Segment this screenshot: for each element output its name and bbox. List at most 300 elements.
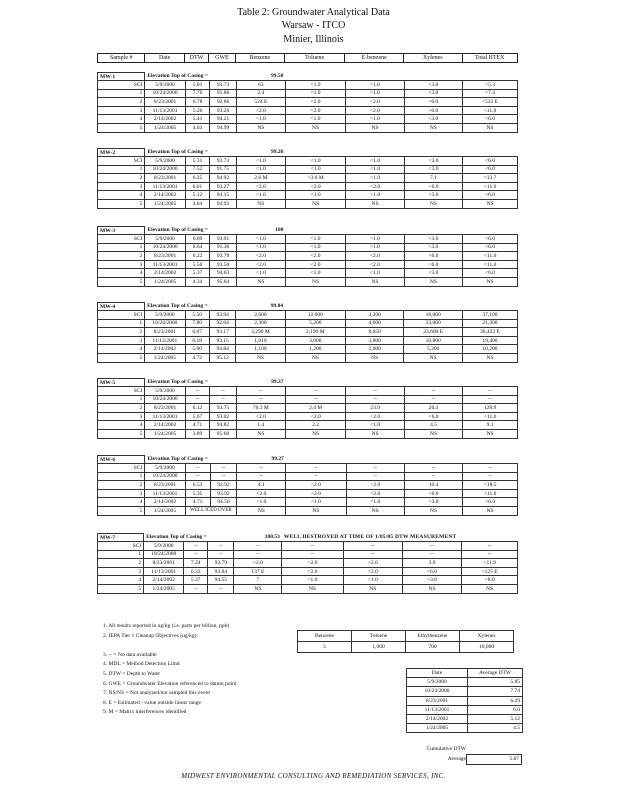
table-cell: 8.64	[185, 243, 209, 252]
table-cell: <1.0	[237, 498, 286, 507]
table-cell: <1.0	[346, 89, 404, 98]
table-cell: NS	[346, 123, 404, 132]
table-cell: NS	[236, 353, 285, 362]
table-cell: 10/24/2000	[145, 472, 185, 481]
avg-date: 2/14/2002	[407, 714, 468, 723]
table-cell: <2.0	[285, 252, 345, 261]
table-row	[98, 157, 518, 166]
table-cell: <3.0	[404, 191, 462, 200]
table-cell: 4	[98, 269, 145, 278]
table-row	[98, 252, 518, 261]
table-cell: 8/23/2001	[144, 559, 184, 568]
table-cell: 10/24/2000	[145, 165, 185, 174]
table-row	[98, 472, 518, 481]
table-row	[98, 404, 518, 413]
table-cell: 5	[98, 584, 144, 593]
avg-value: 5.85	[468, 678, 523, 687]
table-cell: 10,800	[404, 336, 463, 345]
table-cell: 11/13/2001	[145, 260, 185, 269]
table-cell: <1.0	[346, 498, 404, 507]
elevation-value: 99.84	[236, 303, 285, 311]
note-4: 4. MDL = Method Detection Limit	[103, 661, 180, 668]
well-name: MW-2	[98, 149, 145, 157]
table-cell: 1	[98, 243, 145, 252]
table-cell: --	[402, 550, 461, 559]
table-cell: 4.64	[185, 199, 209, 208]
table-row	[98, 235, 518, 244]
table-cell: 94.55	[208, 576, 234, 585]
table-cell: NS	[282, 584, 343, 593]
elevation-label: Elevation Top of Casing =	[145, 149, 236, 157]
table-cell: NS	[404, 277, 462, 286]
table-cell: 5.31	[185, 157, 209, 166]
table-cell: 5,200	[285, 319, 345, 328]
table-cell: <2.0	[346, 412, 404, 421]
table-cell: 94.93	[210, 199, 237, 208]
table-cell: 8/23/2001	[145, 98, 185, 107]
table-cell: <6.0	[462, 115, 517, 124]
elevation-value: 100.53	[234, 534, 282, 542]
note-6: 6. GWE = Groundwater Elevation referenced to datum point	[103, 680, 237, 687]
table-cell: <2.0	[236, 260, 285, 269]
table-cell: <6.0	[404, 106, 462, 115]
table-cell: --	[208, 584, 234, 593]
table-cell: 5	[98, 429, 145, 438]
table-cell: <2.0	[236, 182, 285, 191]
table-cell: --	[463, 464, 518, 473]
table-cell: --	[463, 387, 518, 396]
table-cell: <8.0	[462, 576, 518, 585]
table-cell: --	[282, 542, 343, 551]
table-cell: --	[210, 395, 237, 404]
table-cell: 1	[98, 395, 145, 404]
table-cell: 1/24/2005	[145, 506, 185, 515]
tier1-value: 5	[298, 642, 352, 653]
table-cell: NS	[285, 123, 345, 132]
table-cell: <2.0	[236, 106, 285, 115]
table-row	[98, 243, 518, 252]
table-cell: 2	[98, 328, 145, 337]
table-row	[98, 336, 518, 345]
table-cell: 2.6 M	[236, 174, 285, 183]
table-cell: 3,000	[285, 336, 345, 345]
table-cell: --	[210, 472, 237, 481]
elevation-label: Elevation Top of Casing =	[145, 379, 236, 387]
table-cell: NS	[463, 199, 518, 208]
table-cell: --	[462, 550, 518, 559]
well-name: MW-1	[98, 73, 145, 81]
table-cell: <2.0	[282, 567, 343, 576]
table-cell: <3.0	[404, 89, 462, 98]
note-spacer	[103, 641, 236, 651]
col-gwe: GWE	[209, 54, 235, 63]
elevation-value: 99.37	[236, 379, 285, 387]
table-cell: 1/24/2005	[144, 584, 184, 593]
table-cell: <125 E	[462, 567, 518, 576]
table-cell: 4	[98, 115, 145, 124]
table-cell: 2.4	[236, 89, 285, 98]
table-cell: NS	[237, 506, 286, 515]
table-cell: --	[463, 395, 518, 404]
table-cell: 5	[98, 199, 145, 208]
table-cell: <6.0	[463, 498, 518, 507]
table-cell: <1.0	[346, 243, 404, 252]
table-cell: NS	[236, 123, 285, 132]
table-cell: <13.7	[463, 174, 518, 183]
table-cell: 3	[98, 336, 145, 345]
table-cell: <2.0	[346, 106, 404, 115]
well-table	[97, 378, 518, 439]
table-title: Table 2: Groundwater Analytical Data	[237, 7, 390, 18]
table-cell: 8,650	[346, 328, 404, 337]
table-row	[98, 567, 518, 576]
table-cell: 5.00	[185, 345, 209, 354]
table-cell: 10/24/2000	[144, 550, 184, 559]
table-cell: <1.0	[236, 191, 285, 200]
column-header-row	[97, 53, 518, 63]
table-cell: <1.0	[286, 498, 346, 507]
table-cell: 13,000	[404, 319, 463, 328]
table-cell: <1.0	[346, 191, 404, 200]
table-row	[98, 277, 518, 286]
table-row	[98, 481, 518, 490]
table-cell: --	[208, 550, 234, 559]
table-cell: SCI	[98, 387, 145, 396]
table-cell: 76.3 M	[236, 404, 285, 413]
table-row	[98, 174, 518, 183]
table-cell: <1.0	[346, 81, 404, 90]
table-cell: 3	[98, 489, 145, 498]
table-row	[98, 498, 518, 507]
well-name: MW-4	[98, 303, 145, 311]
elevation-value: 100	[236, 227, 285, 235]
table-cell: <1.0	[346, 269, 404, 278]
table-cell: --	[286, 395, 346, 404]
table-cell: NS	[404, 123, 462, 132]
table-cell: 5	[98, 277, 145, 286]
table-cell: 5,300	[404, 345, 463, 354]
table-row	[98, 269, 518, 278]
table-cell: <2.0	[285, 182, 346, 191]
table-cell: 11/13/2001	[145, 412, 185, 421]
average-value: 5.87	[466, 754, 522, 765]
table-cell: --	[185, 464, 210, 473]
table-cell: NS	[234, 584, 282, 593]
table-cell: <18.5	[463, 481, 518, 490]
table-cell: 92.86	[210, 98, 237, 107]
table-cell: NS	[402, 584, 461, 593]
table-row	[98, 123, 518, 132]
table-cell: <1.0	[343, 576, 402, 585]
elevation-label: Elevation Top of Casing =	[145, 303, 236, 311]
table-cell: 6.22	[185, 252, 209, 261]
table-cell: <3.0	[404, 115, 462, 124]
table-cell: 5.12	[185, 191, 209, 200]
table-cell: 2	[98, 252, 145, 261]
table-cell: 3,290 M	[236, 328, 285, 337]
table-cell: 93.92	[210, 489, 237, 498]
table-cell: --	[463, 472, 518, 481]
table-cell: SCI	[98, 542, 144, 551]
table-cell: 6.67	[185, 328, 209, 337]
elevation-value: 99.27	[237, 456, 286, 464]
table-cell: NS	[462, 353, 517, 362]
table-cell: 93.17	[209, 328, 235, 337]
table-cell: 63	[236, 81, 285, 90]
table-cell: 6.18	[185, 336, 209, 345]
table-cell: 4.71	[185, 498, 210, 507]
table-cell: 26.3	[404, 404, 462, 413]
table-cell: 94.56	[210, 498, 237, 507]
avg-date: 11/13/2001	[407, 705, 468, 714]
table-cell: 1	[98, 165, 145, 174]
table-row	[98, 387, 518, 396]
table-cell: NS	[285, 353, 345, 362]
table-cell: 95.12	[209, 353, 235, 362]
tier1-objectives-table	[297, 630, 514, 653]
table-cell: 93.27	[210, 182, 237, 191]
table-cell: 2.4 M	[286, 404, 346, 413]
table-cell: 7	[234, 576, 282, 585]
table-cell: <5.3	[462, 81, 517, 90]
table-cell: 94.99	[210, 123, 237, 132]
table-cell: --	[404, 472, 462, 481]
table-cell: --	[234, 542, 282, 551]
table-cell: <6.0	[404, 98, 462, 107]
col-toluene: Toluene	[284, 54, 344, 63]
table-cell: NS	[346, 506, 404, 515]
table-cell: 5/9/2000	[145, 311, 185, 320]
table-row	[98, 191, 518, 200]
table-cell: 10/24/2000	[145, 89, 185, 98]
table-cell: 5	[98, 353, 145, 362]
table-cell: 93.26	[210, 106, 237, 115]
table-cell: 94.84	[209, 345, 235, 354]
table-cell: 95.64	[210, 277, 237, 286]
table-cell: SCI	[98, 311, 145, 320]
table-cell: 6.53	[185, 481, 210, 490]
table-cell: 1/24/2005	[145, 277, 185, 286]
table-cell: --	[402, 542, 461, 551]
table-cell: 21,300	[462, 319, 517, 328]
table-cell: NS	[463, 429, 518, 438]
table-cell: <1.0	[285, 157, 346, 166]
avg-header-dtw: Average DTW	[468, 669, 523, 678]
table-cell: NS	[343, 584, 402, 593]
table-cell: <2.0	[286, 481, 346, 490]
table-cell: <1.0	[236, 243, 285, 252]
avg-header-date: Date	[407, 669, 468, 678]
elevation-value: 99.26	[236, 149, 285, 157]
table-cell: <2.0	[285, 260, 345, 269]
table-cell: 4,200	[346, 311, 404, 320]
table-cell: <11.0	[463, 412, 518, 421]
avg-value: 5.12	[468, 714, 523, 723]
table-row	[98, 429, 518, 438]
table-cell: 2,000	[346, 345, 404, 354]
tier1-header: Xylenes	[460, 631, 514, 642]
elevation-label: Elevation Top of Casing =	[145, 456, 237, 464]
table-cell: 4	[98, 498, 145, 507]
table-cell: --	[210, 387, 237, 396]
table-cell: 5/9/2000	[144, 542, 184, 551]
table-cell: 6.12	[185, 404, 209, 413]
table-cell: <6.0	[463, 269, 518, 278]
table-cell: <533 E	[462, 98, 517, 107]
table-cell: <6.0	[404, 489, 462, 498]
col-sample: Sample #	[98, 54, 145, 63]
table-cell: <2.0	[346, 489, 404, 498]
table-cell: 2,190 M	[285, 328, 345, 337]
table-row	[98, 506, 518, 515]
table-cell: 5/9/2000	[145, 464, 185, 473]
table-cell: <3.0	[404, 165, 462, 174]
table-cell: --	[184, 550, 208, 559]
table-cell: 8/23/2001	[145, 481, 185, 490]
table-cell: 4.63	[185, 123, 209, 132]
table-cell: 524 E	[236, 98, 285, 107]
col-ebenzene: E-benzene	[345, 54, 404, 63]
table-cell: 5/9/2000	[145, 157, 185, 166]
table-cell: 93.50	[210, 260, 237, 269]
table-cell: 4.34	[185, 277, 209, 286]
table-cell: 2	[98, 404, 145, 413]
well-name: MW-5	[98, 379, 145, 387]
table-cell: 5.37	[185, 269, 209, 278]
table-cell: 6.33	[184, 567, 208, 576]
table-cell: 3	[98, 567, 144, 576]
table-cell: NS	[463, 506, 518, 515]
table-cell: 4.5	[404, 421, 462, 430]
table-cell: 94.21	[210, 115, 237, 124]
table-cell: NS	[285, 199, 346, 208]
table-cell: <2.0	[285, 98, 345, 107]
table-row	[98, 421, 518, 430]
well-note	[286, 379, 518, 387]
table-row	[98, 89, 518, 98]
table-row	[98, 182, 518, 191]
table-cell: 2/14/2002	[145, 345, 185, 354]
table-row	[98, 353, 518, 362]
table-cell: <2.0	[346, 182, 404, 191]
table-cell: --	[404, 395, 462, 404]
table-cell: 8/23/2001	[145, 404, 185, 413]
table-cell: 5/9/2000	[145, 81, 185, 90]
avg-value: 4.5	[468, 724, 523, 733]
table-cell: --	[234, 550, 282, 559]
table-cell: <11.0	[463, 252, 518, 261]
table-cell: <1.0	[285, 115, 345, 124]
table-cell: 93.73	[210, 81, 237, 90]
table-cell: 1	[98, 89, 145, 98]
avg-value: 6.29	[468, 696, 523, 705]
table-cell: 23,600 E	[404, 328, 463, 337]
site-location: Minier, Illinois	[283, 34, 344, 45]
table-cell: --	[185, 472, 210, 481]
table-cell: 1,200	[285, 345, 345, 354]
table-cell: <2.0	[343, 567, 402, 576]
table-cell: --	[185, 395, 209, 404]
table-cell: 8/23/2001	[145, 328, 185, 337]
avg-date: 10/24/2000	[407, 687, 468, 696]
table-cell: <6.0	[402, 567, 461, 576]
avg-date: 1/24/2005	[407, 724, 468, 733]
table-cell: NS	[286, 429, 346, 438]
table-cell: <11.9	[462, 559, 518, 568]
table-cell: 6.09	[185, 235, 209, 244]
table-cell: <6.0	[404, 182, 462, 191]
table-cell: <6.0	[404, 412, 462, 421]
table-cell: SCI	[98, 157, 145, 166]
table-cell: <7.4	[462, 89, 517, 98]
well-note	[285, 227, 517, 235]
table-cell: 137 E	[234, 567, 282, 576]
table-cell: <3.0	[404, 243, 462, 252]
table-cell: <2.0	[346, 98, 404, 107]
table-cell: 5.67	[185, 412, 209, 421]
table-cell: 2/14/2002	[144, 576, 184, 585]
table-cell: <1.0	[346, 165, 404, 174]
table-cell: 4	[98, 576, 144, 585]
table-cell: NS	[346, 429, 404, 438]
table-cell: 5.35	[185, 489, 210, 498]
table-cell: 8/23/2001	[145, 174, 185, 183]
table-cell: <1.0	[346, 157, 404, 166]
table-cell: 5/9/2000	[145, 387, 185, 396]
table-cell: <1.0	[346, 421, 404, 430]
table-cell: 5/9/2000	[145, 235, 185, 244]
table-cell: WELL ICED OVER	[185, 506, 237, 515]
table-cell: <11.0	[463, 260, 518, 269]
table-cell: 4.71	[185, 421, 209, 430]
table-cell: 128.9	[463, 404, 518, 413]
table-cell: 93.84	[208, 567, 234, 576]
well-note	[286, 456, 518, 464]
table-cell: <2.0	[346, 252, 404, 261]
table-cell: <2.0	[285, 106, 345, 115]
table-cell: <6.0	[404, 252, 462, 261]
table-row	[98, 345, 518, 354]
table-cell: NS	[462, 584, 518, 593]
table-cell: NS	[286, 506, 346, 515]
table-cell: <1.0	[285, 165, 346, 174]
table-cell: --	[208, 542, 234, 551]
table-cell: 5.50	[185, 311, 209, 320]
table-cell: <3.0	[404, 235, 462, 244]
table-cell: --	[286, 464, 346, 473]
well-name: MW-6	[98, 456, 145, 464]
tier1-header: Benzene	[298, 631, 352, 642]
table-cell: NS	[463, 277, 518, 286]
table-cell: 1.4	[236, 421, 285, 430]
table-cell: NS	[462, 123, 517, 132]
table-row	[98, 115, 518, 124]
table-row	[98, 584, 518, 593]
table-cell: --	[286, 472, 346, 481]
table-cell: 3	[98, 106, 145, 115]
table-cell: <11.0	[463, 489, 518, 498]
table-cell: <1.0	[236, 269, 285, 278]
table-cell: 4,000	[346, 319, 404, 328]
company-footer: MIDWEST ENVIRONMENTAL CONSULTING AND REMEDIATION SERVICES, INC.	[181, 772, 446, 780]
table-cell: --	[184, 542, 208, 551]
table-cell: SCI	[98, 464, 145, 473]
table-cell: --	[346, 387, 404, 396]
table-cell: 92.04	[209, 319, 235, 328]
table-cell: <3.0 M	[285, 174, 346, 183]
table-cell: 23.9	[346, 404, 404, 413]
table-cell: 3	[98, 260, 145, 269]
